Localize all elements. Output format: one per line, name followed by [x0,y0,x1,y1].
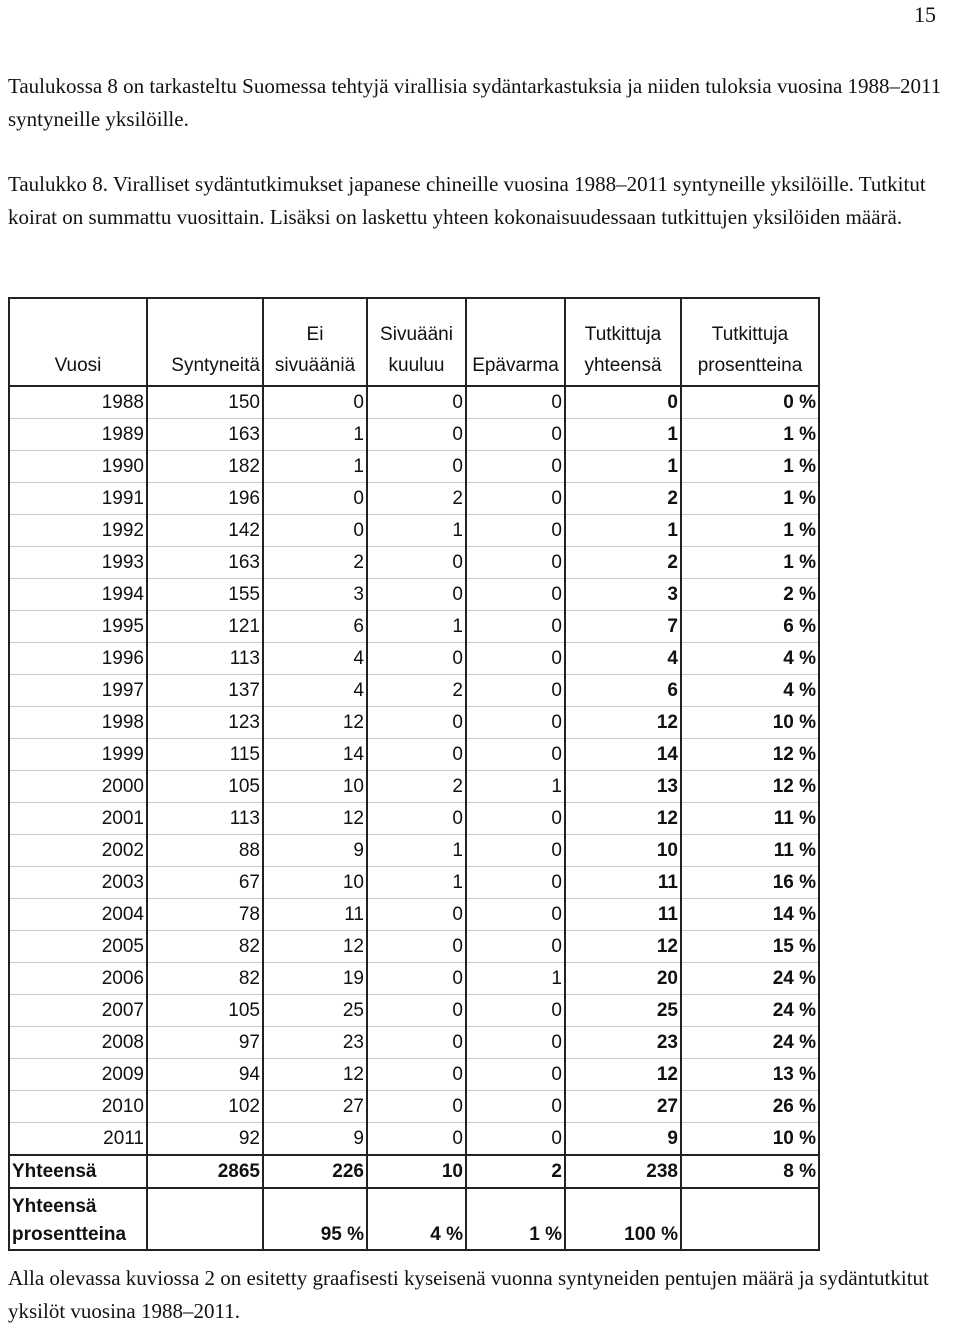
cell-examined-total: 1 [565,451,681,483]
table-row [9,579,819,611]
cell-uncertain: 0 [466,707,565,739]
outro-paragraph: Alla olevassa kuviossa 2 on esitetty graafisesti kyseisenä vuonna syntyneiden pentujen määrä ja sydäntutkitut yksilöt vuosina 1988–2011. [8,1266,929,1323]
cell-examined-total: 27 [565,1091,681,1123]
cell-examined-total: 11 [565,899,681,931]
cell-uncertain: 0 [466,483,565,515]
cell-born: 137 [147,675,263,707]
cell-no-murmur: 10 [263,867,367,899]
cell-murmur: 1 [367,867,466,899]
percent-examined: 100 % [565,1188,681,1250]
cell-uncertain: 0 [466,547,565,579]
cell-examined-total: 12 [565,931,681,963]
cell-born: 92 [147,1123,263,1156]
page-number: 15 [914,2,936,27]
cell-year: 1995 [9,611,147,643]
cell-uncertain: 0 [466,1091,565,1123]
cell-uncertain: 0 [466,1123,565,1156]
cell-born: 196 [147,483,263,515]
cell-murmur: 0 [367,1091,466,1123]
header-examined-total [565,298,681,386]
cell-examined-total: 25 [565,995,681,1027]
cell-born: 142 [147,515,263,547]
cell-year: 1996 [9,643,147,675]
cell-examined-percent: 4 % [681,675,819,707]
cell-uncertain: 0 [466,1059,565,1091]
cell-born: 163 [147,547,263,579]
cell-uncertain: 0 [466,1027,565,1059]
table-row [9,675,819,707]
cell-year: 2005 [9,931,147,963]
cell-murmur: 1 [367,515,466,547]
cell-no-murmur: 4 [263,643,367,675]
table-row [9,931,819,963]
cell-murmur: 0 [367,386,466,419]
cell-examined-total: 6 [565,675,681,707]
cell-examined-percent: 10 % [681,707,819,739]
cell-uncertain: 0 [466,451,565,483]
cell-examined-total: 4 [565,643,681,675]
header-murmur-line2: kuuluu [388,355,445,376]
heart-examination-table [8,297,820,1251]
total-label: Yhteensä [9,1155,147,1188]
cell-murmur: 0 [367,739,466,771]
cell-examined-total: 12 [565,707,681,739]
cell-murmur: 0 [367,899,466,931]
cell-murmur: 0 [367,707,466,739]
cell-year: 2004 [9,899,147,931]
cell-no-murmur: 19 [263,963,367,995]
cell-examined-total: 14 [565,739,681,771]
table-header-row [9,298,819,386]
cell-examined-total: 1 [565,515,681,547]
cell-murmur: 0 [367,419,466,451]
cell-born: 105 [147,995,263,1027]
cell-year: 1991 [9,483,147,515]
header-examined-total-line1: Tutkittuja [584,324,662,345]
cell-no-murmur: 12 [263,931,367,963]
table-body [9,386,819,1155]
cell-uncertain: 0 [466,931,565,963]
cell-uncertain: 0 [466,867,565,899]
cell-examined-percent: 1 % [681,419,819,451]
percent-born [147,1188,263,1250]
cell-uncertain: 0 [466,643,565,675]
cell-year: 2002 [9,835,147,867]
cell-born: 94 [147,1059,263,1091]
cell-no-murmur: 12 [263,707,367,739]
cell-no-murmur: 14 [263,739,367,771]
cell-uncertain: 0 [466,386,565,419]
cell-year: 2003 [9,867,147,899]
cell-no-murmur: 0 [263,483,367,515]
table-row [9,739,819,771]
header-no-murmur-line2: sivuääniä [274,355,356,376]
cell-no-murmur: 6 [263,611,367,643]
cell-examined-percent: 14 % [681,899,819,931]
cell-no-murmur: 12 [263,1059,367,1091]
cell-examined-total: 23 [565,1027,681,1059]
cell-uncertain: 0 [466,899,565,931]
percent-murmur: 4 % [367,1188,466,1250]
cell-examined-percent: 2 % [681,579,819,611]
cell-born: 123 [147,707,263,739]
cell-examined-percent: 24 % [681,995,819,1027]
table-row [9,419,819,451]
cell-no-murmur: 0 [263,386,367,419]
table-row [9,386,819,419]
total-examined: 238 [565,1155,681,1188]
cell-examined-total: 3 [565,579,681,611]
cell-no-murmur: 12 [263,803,367,835]
table-row [9,707,819,739]
cell-no-murmur: 25 [263,995,367,1027]
cell-examined-total: 0 [565,386,681,419]
cell-examined-total: 1 [565,419,681,451]
cell-murmur: 0 [367,1027,466,1059]
intro-paragraph: Taulukossa 8 on tarkasteltu Suomessa tehtyjä virallisia sydäntarkastuksia ja niiden tuloksia vuosina 1988–2011 syntyneille yksilöille. [8,74,942,131]
header-uncertain: Epävarma [466,298,565,386]
cell-examined-percent: 6 % [681,611,819,643]
cell-year: 1990 [9,451,147,483]
cell-examined-percent: 12 % [681,771,819,803]
percent-examined-percent [681,1188,819,1250]
cell-no-murmur: 4 [263,675,367,707]
cell-year: 2011 [9,1123,147,1156]
header-year: Vuosi [9,298,147,386]
cell-no-murmur: 1 [263,451,367,483]
cell-uncertain: 0 [466,579,565,611]
table-row [9,611,819,643]
cell-examined-percent: 24 % [681,963,819,995]
cell-born: 102 [147,1091,263,1123]
header-murmur-line1: Sivuääni [380,324,453,345]
cell-born: 97 [147,1027,263,1059]
cell-uncertain: 0 [466,739,565,771]
table-row [9,1027,819,1059]
cell-examined-total: 10 [565,835,681,867]
cell-no-murmur: 0 [263,515,367,547]
cell-murmur: 0 [367,1059,466,1091]
percent-uncertain: 1 % [466,1188,565,1250]
cell-uncertain: 1 [466,963,565,995]
cell-born: 105 [147,771,263,803]
cell-year: 2006 [9,963,147,995]
table-caption: Taulukko 8. Viralliset sydäntutkimukset japanese chineille vuosina 1988–2011 syntyneille yksilöille. Tutkitut koirat on summattu vuosittain. Lisäksi on laskettu yhteen kokonaisuudessaan tutkittujen yksilöiden määrä. [8,172,926,229]
cell-murmur: 0 [367,579,466,611]
cell-born: 121 [147,611,263,643]
cell-examined-percent: 11 % [681,835,819,867]
header-examined-percent-line2: prosentteina [697,355,803,376]
percent-row-label [9,1188,147,1250]
cell-no-murmur: 1 [263,419,367,451]
table-row [9,451,819,483]
cell-murmur: 2 [367,675,466,707]
cell-uncertain: 0 [466,995,565,1027]
total-row [9,1155,819,1188]
cell-year: 2000 [9,771,147,803]
cell-examined-total: 12 [565,1059,681,1091]
table-row [9,995,819,1027]
cell-examined-percent: 1 % [681,547,819,579]
cell-year: 2007 [9,995,147,1027]
cell-examined-percent: 1 % [681,515,819,547]
total-born: 2865 [147,1155,263,1188]
cell-born: 163 [147,419,263,451]
total-no-murmur: 226 [263,1155,367,1188]
cell-year: 2009 [9,1059,147,1091]
cell-born: 82 [147,963,263,995]
cell-uncertain: 0 [466,803,565,835]
cell-no-murmur: 11 [263,899,367,931]
percent-no-murmur: 95 % [263,1188,367,1250]
cell-examined-percent: 26 % [681,1091,819,1123]
table-row [9,803,819,835]
cell-year: 1997 [9,675,147,707]
cell-examined-total: 2 [565,483,681,515]
cell-murmur: 0 [367,995,466,1027]
cell-year: 1999 [9,739,147,771]
cell-uncertain: 1 [466,771,565,803]
table-row [9,899,819,931]
cell-year: 1992 [9,515,147,547]
cell-examined-total: 9 [565,1123,681,1156]
header-examined-percent [681,298,819,386]
cell-examined-percent: 13 % [681,1059,819,1091]
cell-born: 88 [147,835,263,867]
cell-examined-percent: 11 % [681,803,819,835]
cell-murmur: 0 [367,451,466,483]
cell-murmur: 2 [367,483,466,515]
table-row [9,835,819,867]
cell-year: 1988 [9,386,147,419]
table-row [9,547,819,579]
cell-born: 150 [147,386,263,419]
cell-no-murmur: 2 [263,547,367,579]
cell-born: 182 [147,451,263,483]
cell-examined-percent: 4 % [681,643,819,675]
cell-year: 1998 [9,707,147,739]
cell-examined-total: 12 [565,803,681,835]
cell-examined-total: 11 [565,867,681,899]
header-examined-percent-line1: Tutkittuja [711,324,789,345]
total-uncertain: 2 [466,1155,565,1188]
cell-murmur: 0 [367,963,466,995]
cell-year: 2008 [9,1027,147,1059]
table-row [9,771,819,803]
cell-year: 1993 [9,547,147,579]
total-percent: 8 % [681,1155,819,1188]
table-row [9,963,819,995]
header-murmur [367,298,466,386]
header-no-murmur-line1: Ei [306,324,324,345]
header-examined-total-line2: yhteensä [584,355,662,376]
percent-row [9,1188,819,1250]
cell-examined-percent: 12 % [681,739,819,771]
cell-murmur: 0 [367,643,466,675]
cell-year: 2001 [9,803,147,835]
cell-examined-percent: 0 % [681,386,819,419]
cell-no-murmur: 23 [263,1027,367,1059]
cell-examined-percent: 24 % [681,1027,819,1059]
cell-examined-total: 7 [565,611,681,643]
table-row [9,1123,819,1156]
table-row [9,515,819,547]
table-row [9,643,819,675]
cell-examined-percent: 10 % [681,1123,819,1156]
cell-murmur: 0 [367,547,466,579]
cell-examined-total: 13 [565,771,681,803]
cell-murmur: 0 [367,803,466,835]
cell-born: 113 [147,643,263,675]
cell-uncertain: 0 [466,675,565,707]
cell-no-murmur: 27 [263,1091,367,1123]
cell-examined-percent: 15 % [681,931,819,963]
header-born: Syntyneitä [147,298,263,386]
cell-murmur: 0 [367,931,466,963]
cell-year: 2010 [9,1091,147,1123]
cell-examined-percent: 1 % [681,451,819,483]
cell-year: 1994 [9,579,147,611]
table-row [9,483,819,515]
cell-born: 155 [147,579,263,611]
percent-row-label-line1: Yhteensä [12,1196,97,1217]
cell-uncertain: 0 [466,515,565,547]
cell-born: 67 [147,867,263,899]
cell-born: 82 [147,931,263,963]
cell-examined-total: 20 [565,963,681,995]
header-no-murmur [263,298,367,386]
cell-murmur: 2 [367,771,466,803]
cell-murmur: 1 [367,611,466,643]
cell-uncertain: 0 [466,611,565,643]
cell-born: 115 [147,739,263,771]
cell-examined-total: 2 [565,547,681,579]
cell-no-murmur: 10 [263,771,367,803]
cell-uncertain: 0 [466,419,565,451]
cell-no-murmur: 9 [263,1123,367,1156]
cell-no-murmur: 3 [263,579,367,611]
cell-no-murmur: 9 [263,835,367,867]
table-row [9,1091,819,1123]
cell-murmur: 1 [367,835,466,867]
cell-uncertain: 0 [466,835,565,867]
cell-examined-percent: 1 % [681,483,819,515]
table-row [9,1059,819,1091]
total-murmur: 10 [367,1155,466,1188]
cell-murmur: 0 [367,1123,466,1156]
cell-year: 1989 [9,419,147,451]
cell-born: 78 [147,899,263,931]
percent-row-label-line2: prosentteina [12,1224,127,1245]
cell-examined-percent: 16 % [681,867,819,899]
table-row [9,867,819,899]
cell-born: 113 [147,803,263,835]
